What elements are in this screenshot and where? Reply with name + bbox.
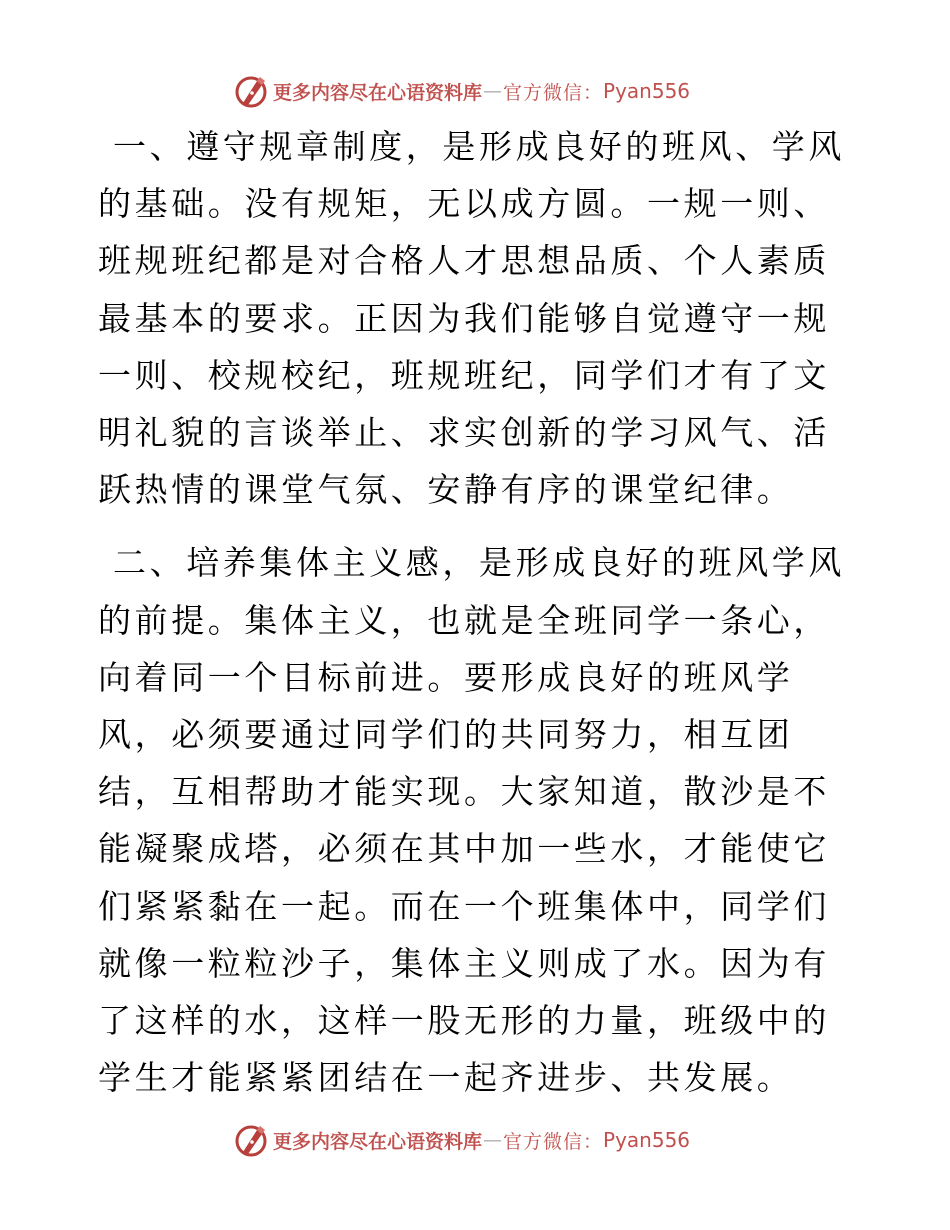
- banner-separator: —: [483, 80, 503, 102]
- paragraph-2: 二、培养集体主义感，是形成良好的班风学风的前提。集体主义，也就是全班同学一条心，向着同一个目标前进。要形成良好的班风学风，必须要通过同学们的共同努力，相互团结，互相帮助才能实现。大家知道，散沙是不能凝聚成塔，必须在其中加一些水，才能使它们紧紧黏在一起。而在一个班集体中，同学们就像一粒粒沙子，集体主义则成了水。因为有了这样的水，这样一股无形的力量，班级中的学生才能紧紧团结在一起齐进步、共发展。: [98, 543, 845, 1098]
- pen-nib-logo-icon: [233, 1122, 269, 1158]
- footer-banner: [233, 1120, 690, 1160]
- paragraph-1: 一、遵守规章制度，是形成良好的班风、学风的基础。没有规矩，无以成方圆。一规一则、班规班纪都是对合格人才思想品质、个人素质最基本的要求。正因为我们能够自觉遵守一规一则、校规校纪，班规班纪，同学们才有了文明礼貌的言谈举止、求实创新的学习风气、活跃热情的课堂气氛、安静有序的课堂纪律。: [98, 127, 845, 510]
- banner-wechat-label: 官方微信：: [503, 81, 604, 104]
- document-body: [98, 118, 858, 1106]
- pen-nib-logo-icon: [233, 73, 269, 109]
- banner-main-text: 更多内容尽在心语资料库: [273, 81, 483, 104]
- banner-wechat-id: Pyan556: [603, 1128, 691, 1152]
- header-banner: [233, 71, 690, 111]
- banner-separator: —: [483, 1129, 503, 1151]
- banner-main-text: 更多内容尽在心语资料库: [273, 1130, 483, 1153]
- banner-wechat-id: Pyan556: [603, 79, 691, 103]
- banner-wechat-label: 官方微信：: [503, 1130, 604, 1153]
